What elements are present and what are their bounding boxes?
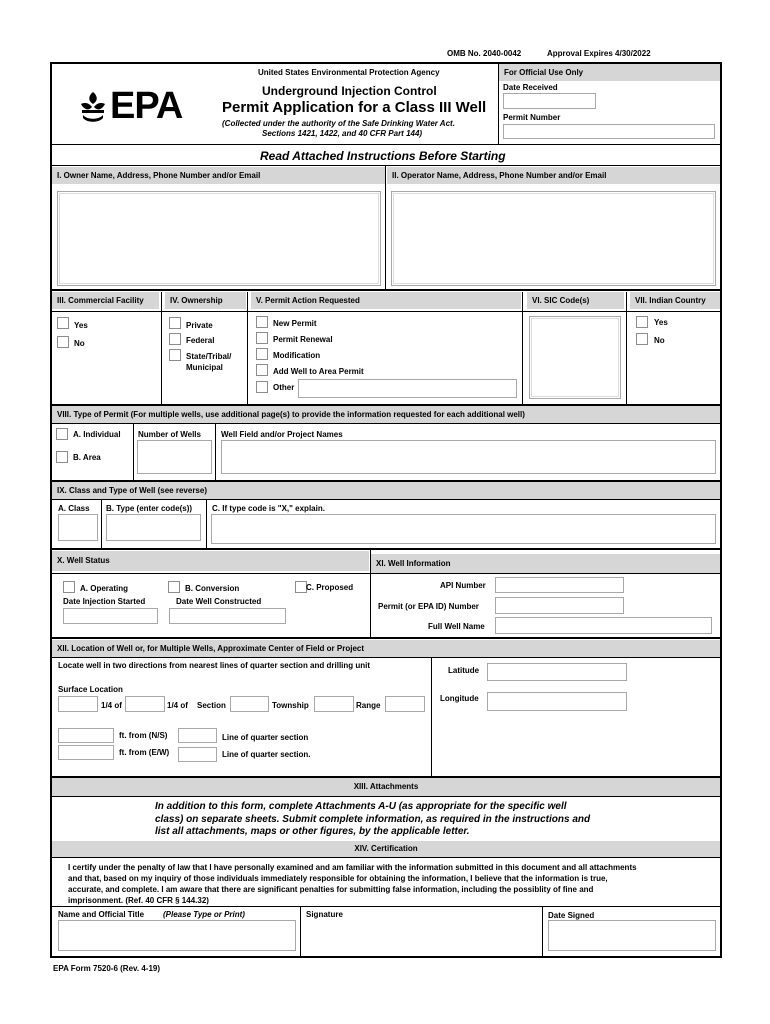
status-proposed-label: C. Proposed <box>306 583 354 592</box>
commercial-yes-checkbox[interactable] <box>57 317 69 329</box>
permit-area-checkbox[interactable] <box>56 451 68 463</box>
ownership-state-label: State/Tribal/ <box>186 352 232 361</box>
quarter-1-label: 1/4 of <box>101 701 122 710</box>
indian-country-yes-label: Yes <box>654 318 668 327</box>
ownership-federal-checkbox[interactable] <box>169 333 181 345</box>
well-field-names-label: Well Field and/or Project Names <box>221 430 343 439</box>
action-other-checkbox[interactable] <box>256 381 268 393</box>
authority-line-1: (Collected under the authority of the Safe Drinking Water Act. <box>222 119 455 128</box>
section-12-heading: XII. Location of Well or, for Multiple Wells, Approximate Center of Field or Project <box>52 640 720 657</box>
commercial-no-label: No <box>74 339 85 348</box>
date-signed-input[interactable] <box>548 920 716 951</box>
ew-line-input[interactable] <box>178 747 217 762</box>
quarter-2-label: 1/4 of <box>167 701 188 710</box>
permit-number-label: Permit Number <box>503 113 561 122</box>
indian-country-no-label: No <box>654 336 665 345</box>
section-13-heading: XIII. Attachments <box>52 778 720 796</box>
full-well-name-label: Full Well Name <box>428 622 485 631</box>
omb-number: OMB No. 2040-0042 <box>447 49 522 58</box>
ew-line-label: Line of quarter section. <box>222 750 311 759</box>
section-5-heading: V. Permit Action Requested <box>251 292 521 309</box>
form-number: EPA Form 7520-6 (Rev. 4-19) <box>53 964 161 973</box>
action-modification-label: Modification <box>273 351 321 360</box>
attachments-text-2: class) on separate sheets. Submit complete information, as required in the instructions and <box>155 814 591 825</box>
action-renewal-checkbox[interactable] <box>256 332 268 344</box>
name-title-label: Name and Official Title <box>58 910 145 919</box>
latitude-label: Latitude <box>448 666 480 675</box>
surface-location-label: Surface Location <box>58 685 123 694</box>
latitude-input[interactable] <box>487 663 627 681</box>
instructions-banner: Read Attached Instructions Before Starting <box>260 149 506 163</box>
ns-line-label: Line of quarter section <box>222 733 309 742</box>
well-class-label: A. Class <box>58 504 90 513</box>
section-7-heading: VII. Indian Country <box>630 292 720 309</box>
ownership-state-checkbox[interactable] <box>169 349 181 361</box>
ownership-private-checkbox[interactable] <box>169 317 181 329</box>
section-2-heading: II. Operator Name, Address, Phone Number and/or Email <box>387 167 720 184</box>
action-add-well-label: Add Well to Area Permit <box>273 367 364 376</box>
status-operating-checkbox[interactable] <box>63 581 75 593</box>
longitude-input[interactable] <box>487 692 627 711</box>
section-6-heading: VI. SIC Code(s) <box>527 292 624 309</box>
api-number-input[interactable] <box>495 577 624 593</box>
api-number-label: API Number <box>440 581 486 590</box>
permit-area-label: B. Area <box>73 453 101 462</box>
operator-info-input[interactable] <box>391 191 716 286</box>
section-10-heading: X. Well Status <box>52 551 369 571</box>
ownership-municipal-label: Municipal <box>186 363 223 372</box>
longitude-label: Longitude <box>440 694 479 703</box>
well-type-label: B. Type (enter code(s)) <box>106 504 193 513</box>
official-use-heading: For Official Use Only <box>499 64 720 81</box>
action-new-checkbox[interactable] <box>256 316 268 328</box>
quarter-1-input[interactable] <box>58 696 98 712</box>
permit-individual-label: A. Individual <box>73 430 121 439</box>
section-3-heading: III. Commercial Facility <box>52 292 159 309</box>
date-well-constructed-label: Date Well Constructed <box>176 597 262 606</box>
signature-label: Signature <box>306 910 343 919</box>
well-class-input[interactable] <box>58 514 98 541</box>
ft-from-ew-label: ft. from (E/W) <box>119 748 170 757</box>
type-explain-label: C. If type code is "X," explain. <box>212 504 325 513</box>
indian-country-no-checkbox[interactable] <box>636 333 648 345</box>
township-input[interactable] <box>314 696 354 712</box>
number-of-wells-input[interactable] <box>137 440 212 474</box>
ft-from-ew-input[interactable] <box>58 745 114 760</box>
action-modification-checkbox[interactable] <box>256 348 268 360</box>
quarter-2-input[interactable] <box>125 696 165 712</box>
number-of-wells-label: Number of Wells <box>138 430 201 439</box>
certification-text-4: imprisonment. (Ref. 40 CFR § 144.32) <box>68 896 209 905</box>
epa-id-input[interactable] <box>495 597 624 614</box>
name-title-hint: (Please Type or Print) <box>163 910 245 919</box>
status-operating-label: A. Operating <box>80 584 129 593</box>
ft-from-ns-input[interactable] <box>58 728 114 743</box>
indian-country-yes-checkbox[interactable] <box>636 316 648 328</box>
epa-logo-text: EPA <box>110 85 183 127</box>
form-title-1: Underground Injection Control <box>262 84 437 98</box>
section-1-heading: I. Owner Name, Address, Phone Number and/or Email <box>52 167 385 184</box>
action-other-label: Other <box>273 383 295 392</box>
name-title-input[interactable] <box>58 920 296 951</box>
epa-id-label: Permit (or EPA ID) Number <box>378 602 479 611</box>
date-received-label: Date Received <box>503 83 558 92</box>
type-explain-input[interactable] <box>211 514 716 544</box>
ft-from-ns-label: ft. from (N/S) <box>119 731 168 740</box>
sic-codes-input[interactable] <box>529 316 621 399</box>
range-input[interactable] <box>385 696 425 712</box>
authority-line-2: Sections 1421, 1422, and 40 CFR Part 144) <box>262 129 423 138</box>
ownership-federal-label: Federal <box>186 336 215 345</box>
certification-text-3: accurate, and complete. I am aware that there are significant penalties for submitting false information, including the possiblity of fine and <box>68 885 594 894</box>
well-type-input[interactable] <box>106 514 201 541</box>
commercial-yes-label: Yes <box>74 321 88 330</box>
action-add-well-checkbox[interactable] <box>256 364 268 376</box>
status-conversion-checkbox[interactable] <box>168 581 180 593</box>
commercial-no-checkbox[interactable] <box>57 336 69 348</box>
action-renewal-label: Permit Renewal <box>273 335 333 344</box>
attachments-text-1: In addition to this form, complete Attachments A-U (as appropriate for the specific well <box>155 801 567 812</box>
approval-expires: Approval Expires 4/30/2022 <box>547 49 651 58</box>
owner-info-input[interactable] <box>57 191 381 286</box>
attachments-text-3: list all attachments, maps or other figures, by the applicable letter. <box>155 826 470 837</box>
section-8-heading: VIII. Type of Permit (For multiple wells, use additional page(s) to provide the information requested for each additional well) <box>52 406 720 423</box>
township-label: Township <box>272 701 309 710</box>
date-signed-label: Date Signed <box>548 911 595 920</box>
date-received-input[interactable] <box>503 93 596 109</box>
full-well-name-input[interactable] <box>495 617 712 634</box>
section-4-heading: IV. Ownership <box>165 292 246 309</box>
action-new-label: New Permit <box>273 319 317 328</box>
ownership-private-label: Private <box>186 321 213 330</box>
date-injection-started-label: Date Injection Started <box>63 597 146 606</box>
certification-text-1: I certify under the penalty of law that I have personally examined and am familiar with the information submitted in this document and all attachments <box>68 863 637 872</box>
ns-line-input[interactable] <box>178 728 217 743</box>
action-other-input[interactable] <box>298 379 517 398</box>
agency-name: United States Environmental Protection Agency <box>258 68 440 77</box>
locate-well-label: Locate well in two directions from nearest lines of quarter section and drilling unit <box>58 661 371 670</box>
section-14-heading: XIV. Certification <box>52 841 720 857</box>
section-input[interactable] <box>230 696 269 712</box>
well-field-names-input[interactable] <box>221 440 716 474</box>
range-label: Range <box>356 701 381 710</box>
section-label: Section <box>197 701 226 710</box>
form-title-2: Permit Application for a Class III Well <box>222 99 487 116</box>
date-injection-started-input[interactable] <box>63 608 158 624</box>
status-conversion-label: B. Conversion <box>185 584 240 593</box>
section-11-heading: XI. Well Information <box>371 554 720 573</box>
certification-text-2: and that, based on my inquiry of those individuals immediately responsible for obtaining the information, I believe that the information is true, <box>68 874 608 883</box>
section-9-heading: IX. Class and Type of Well (see reverse) <box>52 482 720 499</box>
permit-individual-checkbox[interactable] <box>56 428 68 440</box>
date-well-constructed-input[interactable] <box>169 608 286 624</box>
permit-number-input[interactable] <box>503 124 715 139</box>
